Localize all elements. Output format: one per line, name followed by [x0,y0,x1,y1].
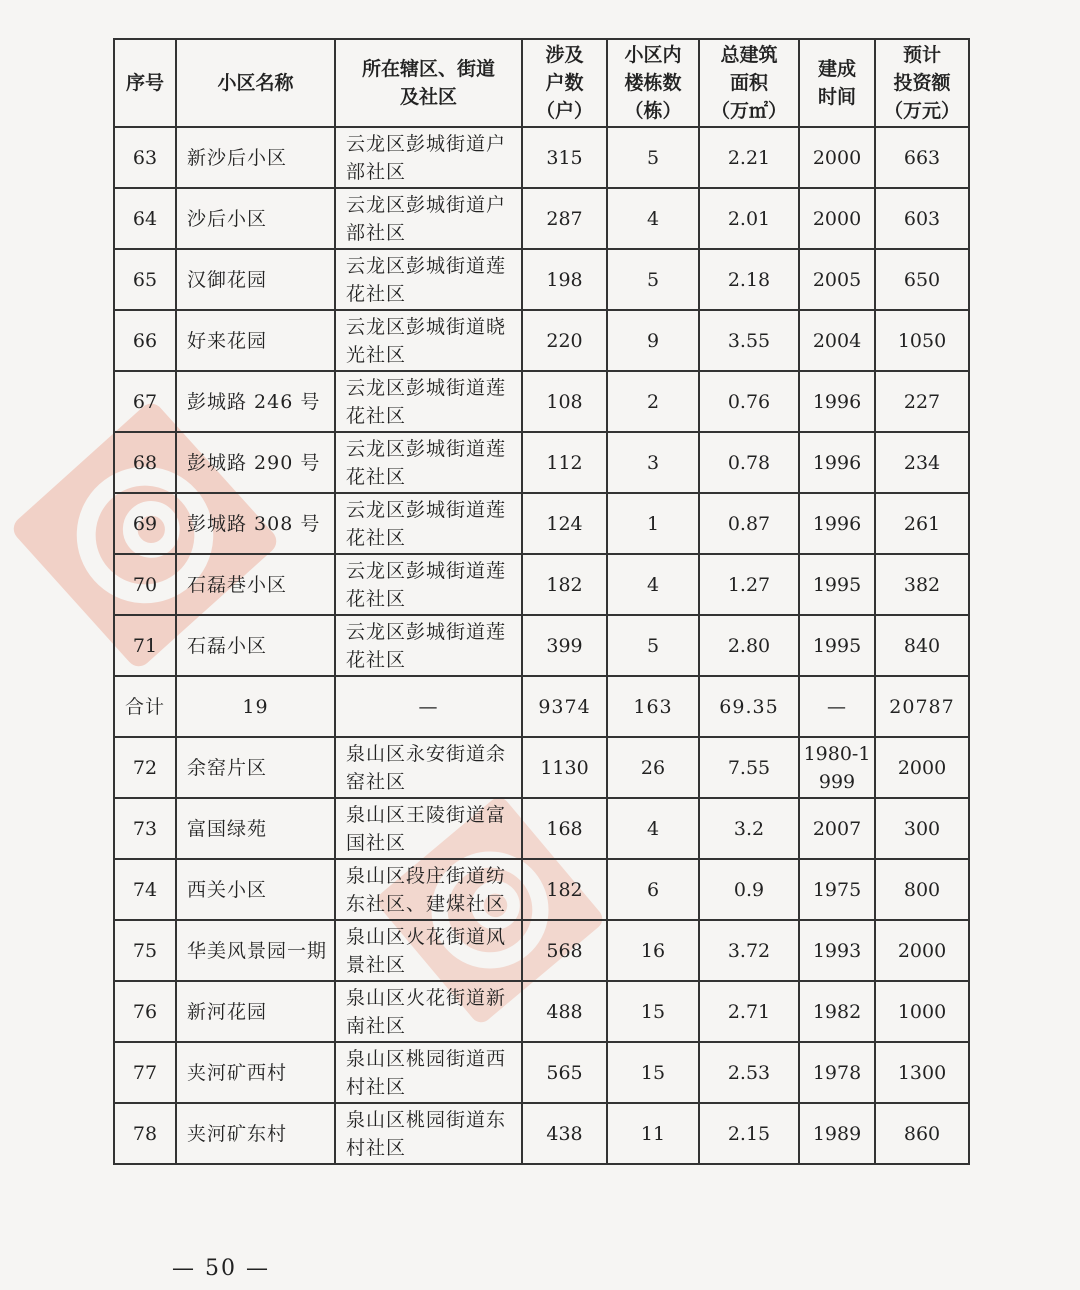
cell-index: 67 [114,371,176,432]
cell-floor-area: 3.72 [699,920,799,981]
cell-investment: 20787 [875,676,969,737]
cell-district: 云龙区彭城街道莲花社区 [335,554,522,615]
cell-investment: 840 [875,615,969,676]
cell-index: 66 [114,310,176,371]
table-row [114,615,969,676]
cell-floor-area: 2.71 [699,981,799,1042]
cell-community-name: 华美风景园一期 [176,920,335,981]
cell-community-name: 汉御花园 [176,249,335,310]
cell-built-year: 1995 [799,615,875,676]
cell-floor-area: 7.55 [699,737,799,798]
cell-district: 云龙区彭城街道莲花社区 [335,493,522,554]
cell-buildings: 15 [607,981,699,1042]
cell-floor-area: 1.27 [699,554,799,615]
cell-index: 65 [114,249,176,310]
table-row [114,737,969,798]
cell-district: 泉山区火花街道风景社区 [335,920,522,981]
cell-floor-area: 3.2 [699,798,799,859]
table-row [114,493,969,554]
cell-index: 70 [114,554,176,615]
cell-investment: 800 [875,859,969,920]
cell-district: 云龙区彭城街道晓光社区 [335,310,522,371]
cell-investment: 234 [875,432,969,493]
table-row [114,554,969,615]
cell-built-year: 1989 [799,1103,875,1164]
cell-community-name: 富国绿苑 [176,798,335,859]
header-households: 涉及 户数 （户） [522,39,607,127]
table-row [114,859,969,920]
cell-buildings: 6 [607,859,699,920]
cell-floor-area: 0.76 [699,371,799,432]
cell-built-year: 1980-1999 [799,737,875,798]
table-header-row [114,39,969,127]
table-row [114,432,969,493]
cell-district: 泉山区桃园街道西村社区 [335,1042,522,1103]
cell-community-name: 彭城路 290 号 [176,432,335,493]
cell-index: 64 [114,188,176,249]
table-row [114,1042,969,1103]
cell-district: 泉山区桃园街道东村社区 [335,1103,522,1164]
header-floor-area: 总建筑 面积 （万㎡） [699,39,799,127]
cell-buildings: 3 [607,432,699,493]
cell-investment: 650 [875,249,969,310]
cell-community-name: 19 [176,676,335,737]
cell-floor-area: 2.15 [699,1103,799,1164]
cell-households: 568 [522,920,607,981]
cell-index: 73 [114,798,176,859]
cell-community-name: 石磊小区 [176,615,335,676]
cell-households: 220 [522,310,607,371]
cell-households: 168 [522,798,607,859]
header-index: 序号 [114,39,176,127]
cell-district: — [335,676,522,737]
cell-district: 云龙区彭城街道户部社区 [335,188,522,249]
page-number: — 50 — [172,1256,270,1281]
cell-district: 泉山区永安街道余窑社区 [335,737,522,798]
cell-community-name: 新沙后小区 [176,127,335,188]
cell-index: 72 [114,737,176,798]
cell-buildings: 5 [607,615,699,676]
cell-community-name: 西关小区 [176,859,335,920]
cell-households: 438 [522,1103,607,1164]
cell-built-year: 2007 [799,798,875,859]
cell-district: 云龙区彭城街道户部社区 [335,127,522,188]
header-district: 所在辖区、街道 及社区 [335,39,522,127]
table-row [114,310,969,371]
cell-built-year: 1995 [799,554,875,615]
cell-households: 182 [522,554,607,615]
table-row [114,920,969,981]
cell-built-year: 2000 [799,127,875,188]
cell-floor-area: 2.18 [699,249,799,310]
cell-built-year: 2000 [799,188,875,249]
cell-floor-area: 2.01 [699,188,799,249]
cell-buildings: 1 [607,493,699,554]
cell-investment: 663 [875,127,969,188]
cell-buildings: 4 [607,798,699,859]
cell-index: 78 [114,1103,176,1164]
cell-community-name: 夹河矿东村 [176,1103,335,1164]
header-built-year: 建成 时间 [799,39,875,127]
cell-floor-area: 0.9 [699,859,799,920]
cell-district: 云龙区彭城街道莲花社区 [335,249,522,310]
cell-district: 云龙区彭城街道莲花社区 [335,371,522,432]
cell-households: 287 [522,188,607,249]
cell-built-year: — [799,676,875,737]
table-row [114,188,969,249]
cell-floor-area: 3.55 [699,310,799,371]
cell-investment: 1000 [875,981,969,1042]
cell-buildings: 4 [607,554,699,615]
community-renovation-table [113,38,970,1165]
cell-index: 71 [114,615,176,676]
cell-investment: 382 [875,554,969,615]
table-row [114,249,969,310]
cell-index: 75 [114,920,176,981]
cell-households: 108 [522,371,607,432]
cell-built-year: 2005 [799,249,875,310]
table-row [114,127,969,188]
cell-district: 云龙区彭城街道莲花社区 [335,432,522,493]
cell-households: 124 [522,493,607,554]
cell-built-year: 1996 [799,371,875,432]
cell-built-year: 1975 [799,859,875,920]
cell-built-year: 1996 [799,493,875,554]
cell-buildings: 5 [607,249,699,310]
cell-community-name: 夹河矿西村 [176,1042,335,1103]
cell-households: 488 [522,981,607,1042]
cell-households: 198 [522,249,607,310]
cell-index: 76 [114,981,176,1042]
cell-district: 云龙区彭城街道莲花社区 [335,615,522,676]
cell-floor-area: 2.80 [699,615,799,676]
cell-buildings: 5 [607,127,699,188]
cell-buildings: 2 [607,371,699,432]
cell-buildings: 15 [607,1042,699,1103]
cell-investment: 2000 [875,920,969,981]
table-row [114,1103,969,1164]
cell-floor-area: 2.21 [699,127,799,188]
cell-households: 1130 [522,737,607,798]
cell-investment: 261 [875,493,969,554]
cell-investment: 2000 [875,737,969,798]
cell-floor-area: 2.53 [699,1042,799,1103]
cell-index: 77 [114,1042,176,1103]
table-row [114,981,969,1042]
cell-floor-area: 69.35 [699,676,799,737]
table-total-row [114,676,969,737]
cell-district: 泉山区火花街道新南社区 [335,981,522,1042]
cell-index: 68 [114,432,176,493]
cell-community-name: 彭城路 308 号 [176,493,335,554]
cell-investment: 1300 [875,1042,969,1103]
cell-investment: 603 [875,188,969,249]
cell-community-name: 沙后小区 [176,188,335,249]
cell-investment: 860 [875,1103,969,1164]
cell-community-name: 新河花园 [176,981,335,1042]
table-row [114,371,969,432]
cell-community-name: 石磊巷小区 [176,554,335,615]
cell-households: 399 [522,615,607,676]
cell-district: 泉山区王陵街道富国社区 [335,798,522,859]
cell-buildings: 16 [607,920,699,981]
cell-buildings: 163 [607,676,699,737]
cell-built-year: 2004 [799,310,875,371]
cell-built-year: 1993 [799,920,875,981]
cell-investment: 1050 [875,310,969,371]
cell-community-name: 彭城路 246 号 [176,371,335,432]
cell-community-name: 好来花园 [176,310,335,371]
cell-district: 泉山区段庄街道纺东社区、建煤社区 [335,859,522,920]
cell-floor-area: 0.78 [699,432,799,493]
cell-buildings: 26 [607,737,699,798]
cell-community-name: 余窑片区 [176,737,335,798]
cell-households: 182 [522,859,607,920]
cell-households: 9374 [522,676,607,737]
cell-index: 74 [114,859,176,920]
header-community-name: 小区名称 [176,39,335,127]
cell-investment: 227 [875,371,969,432]
header-investment: 预计 投资额 （万元） [875,39,969,127]
cell-buildings: 9 [607,310,699,371]
cell-floor-area: 0.87 [699,493,799,554]
cell-buildings: 4 [607,188,699,249]
cell-investment: 300 [875,798,969,859]
cell-index: 合计 [114,676,176,737]
cell-households: 112 [522,432,607,493]
cell-index: 69 [114,493,176,554]
header-buildings: 小区内 楼栋数 （栋） [607,39,699,127]
cell-buildings: 11 [607,1103,699,1164]
cell-built-year: 1982 [799,981,875,1042]
cell-index: 63 [114,127,176,188]
table-row [114,798,969,859]
cell-built-year: 1978 [799,1042,875,1103]
cell-built-year: 1996 [799,432,875,493]
cell-households: 315 [522,127,607,188]
cell-households: 565 [522,1042,607,1103]
